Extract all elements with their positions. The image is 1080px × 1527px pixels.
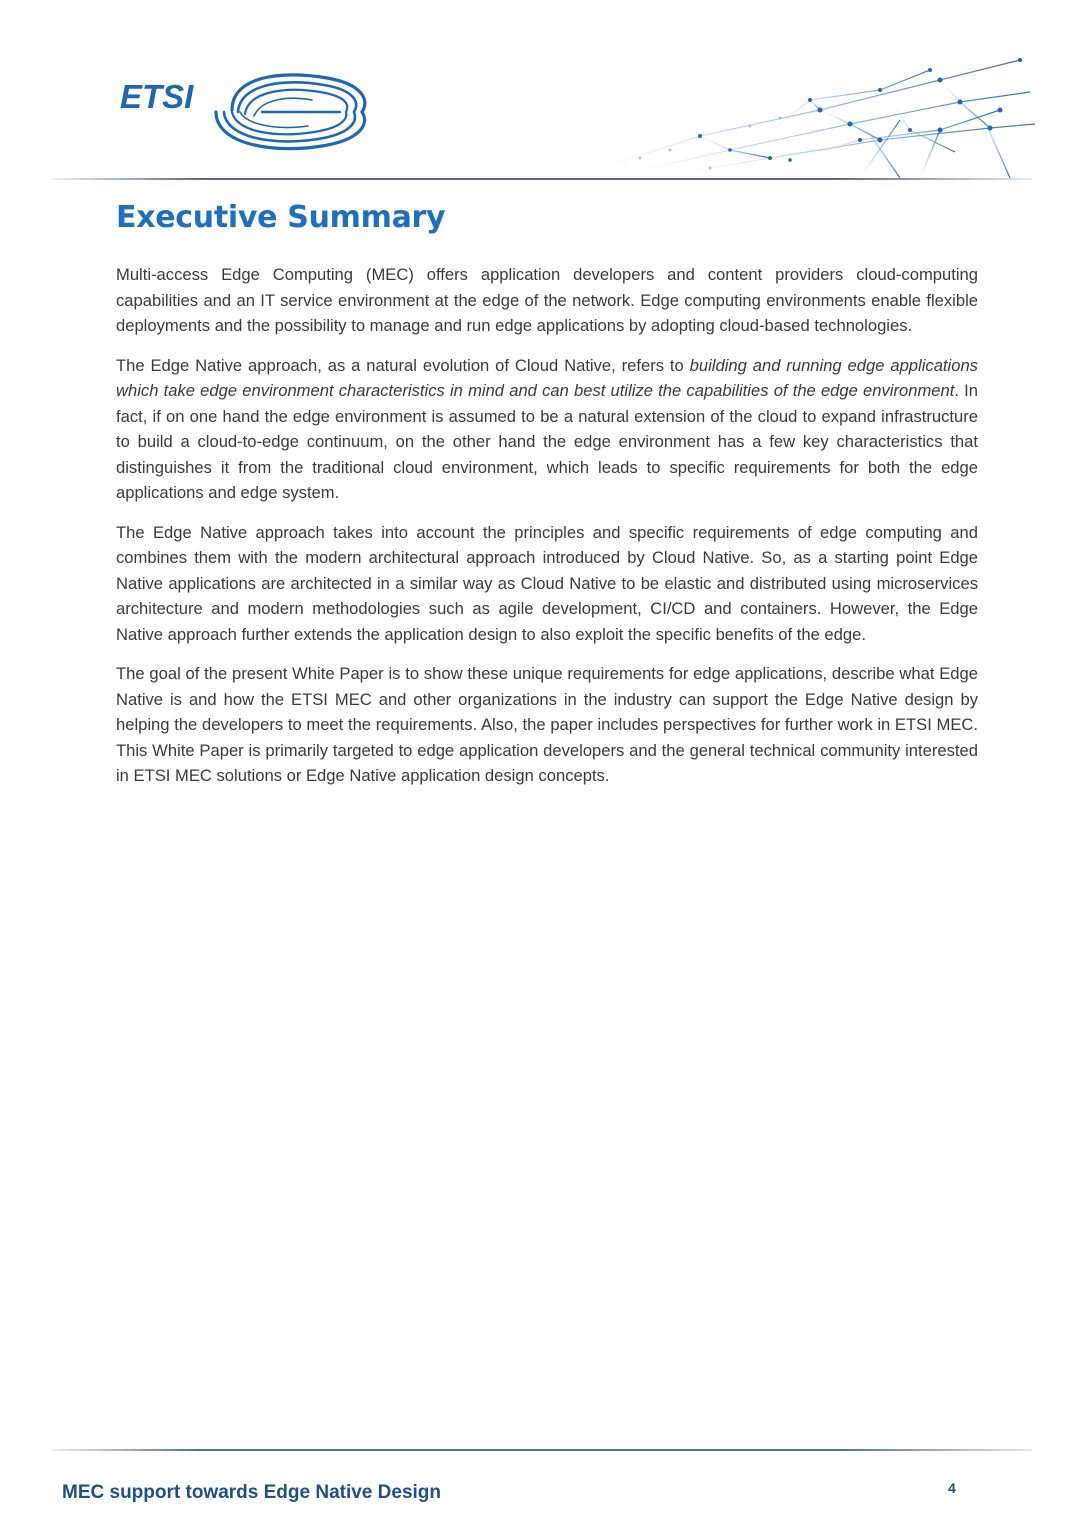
footer-document-title: MEC support towards Edge Native Design	[62, 1482, 441, 1503]
paragraph-4	[116, 661, 978, 789]
footer-divider	[52, 1449, 1032, 1451]
page-number: 4	[948, 1480, 956, 1496]
paragraph-3	[116, 520, 978, 648]
page-title: Executive Summary	[116, 200, 446, 235]
paragraph-4-text: The goal of the present White Paper is to show these unique requirements for edge applications, describe what Edge Native is and how the ETSI MEC and other organizations in the industry can support the Edge Native design by helping the developers to meet the requirements. Also, the paper includes perspectives for further work in ETSI MEC. This White Paper is primarily targeted to edge application developers and the general technical community interested in ETSI MEC solutions or Edge Native application design concepts.	[116, 664, 978, 785]
paragraph-1	[116, 262, 978, 339]
paragraph-2-text-start: The Edge Native approach, as a natural evolution of Cloud Native, refers to	[116, 355, 690, 375]
etsi-logo	[112, 66, 377, 156]
paragraph-1-text: Multi-access Edge Computing (MEC) offers application developers and content providers cloud-computing capabilities and an IT service environment at the edge of the network. Edge computing environments enable flexible deployments and the possibility to manage and run edge applications by adopting cloud-based technologies.	[116, 265, 978, 335]
page-header	[0, 0, 1080, 185]
paragraph-2-text-end: . In fact, if on one hand the edge environment is assumed to be a natural extension of the cloud to expand infrastructure to build a cloud-to-edge continuum, on the other hand the edge environment has a few key characteristics that distinguishes it from the traditional cloud environment, which leads to specific requirements for both the edge applications and edge system.	[116, 381, 979, 502]
paragraph-3-text: The Edge Native approach takes into account the principles and specific requirements of edge computing and combines them with the modern architectural approach introduced by Cloud Native. So, as a starting point Edge Native applications are architected in a similar way as Cloud Native to be elastic and distributed using microservices architecture and modern methodologies such as agile development, CI/CD and containers. However, the Edge Native approach further extends the application design to also exploit the specific benefits of the edge.	[116, 522, 978, 644]
paragraph-2	[116, 353, 978, 506]
network-mesh-graphic	[560, 40, 1040, 180]
etsi-logo-text: ETSI	[120, 78, 194, 115]
paragraph-2-italic-definition: building and running edge applications which take edge environment characteristics in mind and can best utilize the capabilities of the edge environment	[116, 355, 978, 400]
header-divider	[52, 178, 1032, 180]
executive-summary-body	[116, 262, 978, 803]
